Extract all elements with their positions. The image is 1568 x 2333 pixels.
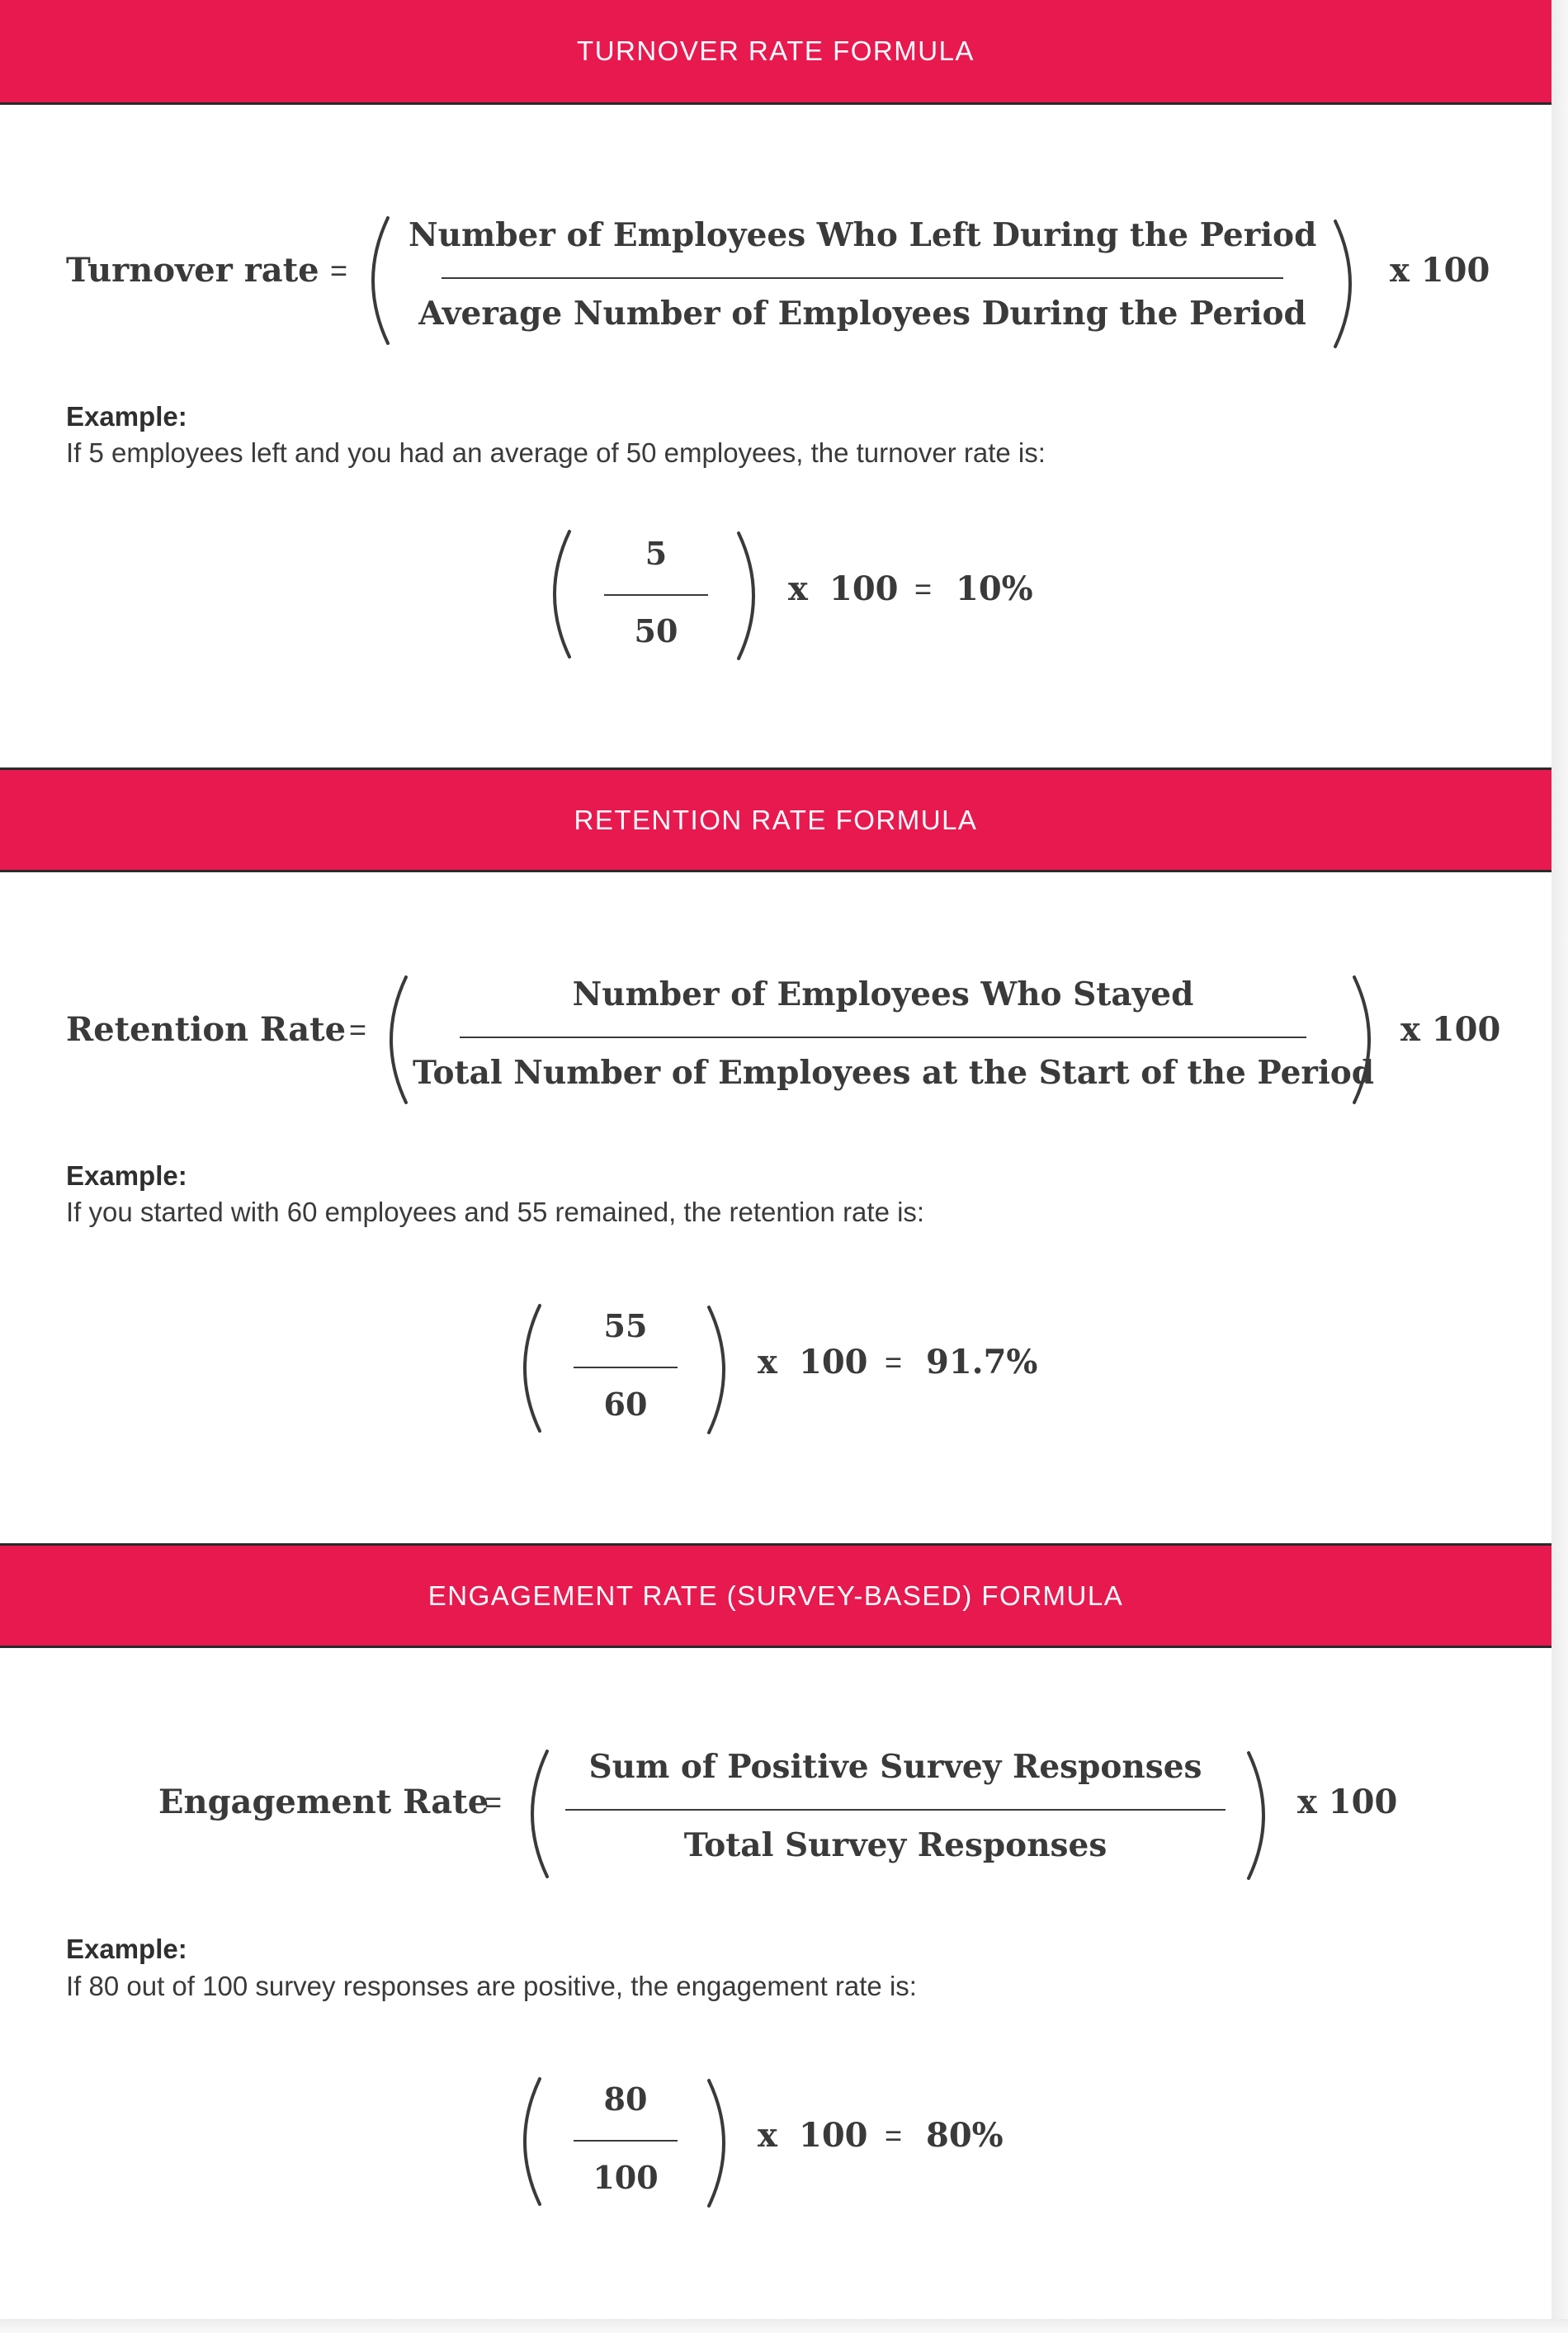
left-paren-icon [545,528,578,660]
example-text: If you started with 60 employees and 55 remained, the retention rate is: [66,1197,925,1227]
fraction-bar [574,2140,678,2142]
right-paren-icon [732,530,765,662]
example-numerator: 5 [645,535,668,572]
example-factor: 100 [799,1343,868,1381]
example-numerator: 55 [603,1307,648,1344]
example-equals: = [885,2118,903,2152]
fraction-bar [574,1367,678,1368]
example-factor: 100 [829,569,899,608]
example-equals: = [885,1345,903,1379]
fraction-bar [460,1037,1306,1038]
example-denominator: 100 [593,2159,659,2196]
example-times: x [788,569,808,608]
formula-label: Turnover rate [66,251,319,290]
section-title: TURNOVER RATE FORMULA [577,35,975,66]
example-denominator: 60 [603,1386,648,1423]
fraction-bar [442,277,1283,279]
example-times: x [758,1343,777,1381]
section-banner-engagement [0,1543,1551,1648]
formula-equals: = [330,253,348,287]
formula-equals: = [484,1785,503,1819]
formula-multiplier: x 100 [1390,251,1490,290]
example-text: If 80 out of 100 survey responses are positive, the engagement rate is: [66,1971,917,2001]
right-paren-icon [1329,218,1362,350]
left-paren-icon [381,974,414,1106]
section-banner-turnover [0,0,1551,105]
right-paren-icon [1348,974,1381,1106]
right-paren-icon [702,1304,735,1436]
example-result: 91.7% [926,1343,1038,1381]
example-label: Example: [66,1934,187,1964]
left-paren-icon [522,1748,555,1880]
example-denominator: 50 [634,612,678,649]
formula-numerator: Number of Employees Who Left During the Period [409,216,1317,254]
example-text: If 5 employees left and you had an average of 50 employees, the turnover rate is: [66,437,1046,468]
fraction-bar [565,1809,1226,1811]
example-times: x [758,2116,777,2155]
formula-label: Engagement Rate [158,1783,489,1821]
example-factor: 100 [799,2116,868,2155]
formula-multiplier: x 100 [1400,1010,1501,1049]
formula-numerator: Number of Employees Who Stayed [572,975,1194,1013]
page-shadow-bottom [0,2319,1568,2333]
section-banner-retention [0,767,1551,872]
left-paren-icon [515,2076,548,2208]
formula-denominator: Total Survey Responses [683,1826,1108,1864]
formula-equals: = [349,1013,367,1046]
section-title: ENGAGEMENT RATE (SURVEY-BASED) FORMULA [427,1580,1124,1611]
right-paren-icon [1242,1750,1275,1882]
example-result: 80% [926,2116,1004,2155]
formula-numerator: Sum of Positive Survey Responses [588,1748,1202,1786]
page-shadow-right [1551,0,1568,2333]
right-paren-icon [702,2077,735,2209]
formula-denominator: Total Number of Employees at the Start of the Period [413,1054,1375,1092]
fraction-bar [604,594,708,596]
formula-label: Retention Rate [66,1010,347,1049]
example-equals: = [914,572,933,606]
example-result: 10% [956,569,1033,608]
section-title: RETENTION RATE FORMULA [574,804,978,835]
formula-denominator: Average Number of Employees During the Period [418,295,1306,333]
example-numerator: 80 [603,2080,648,2118]
formula-multiplier: x 100 [1297,1783,1398,1821]
example-label: Example: [66,401,187,432]
left-paren-icon [515,1302,548,1434]
left-paren-icon [363,215,396,347]
example-label: Example: [66,1160,187,1191]
